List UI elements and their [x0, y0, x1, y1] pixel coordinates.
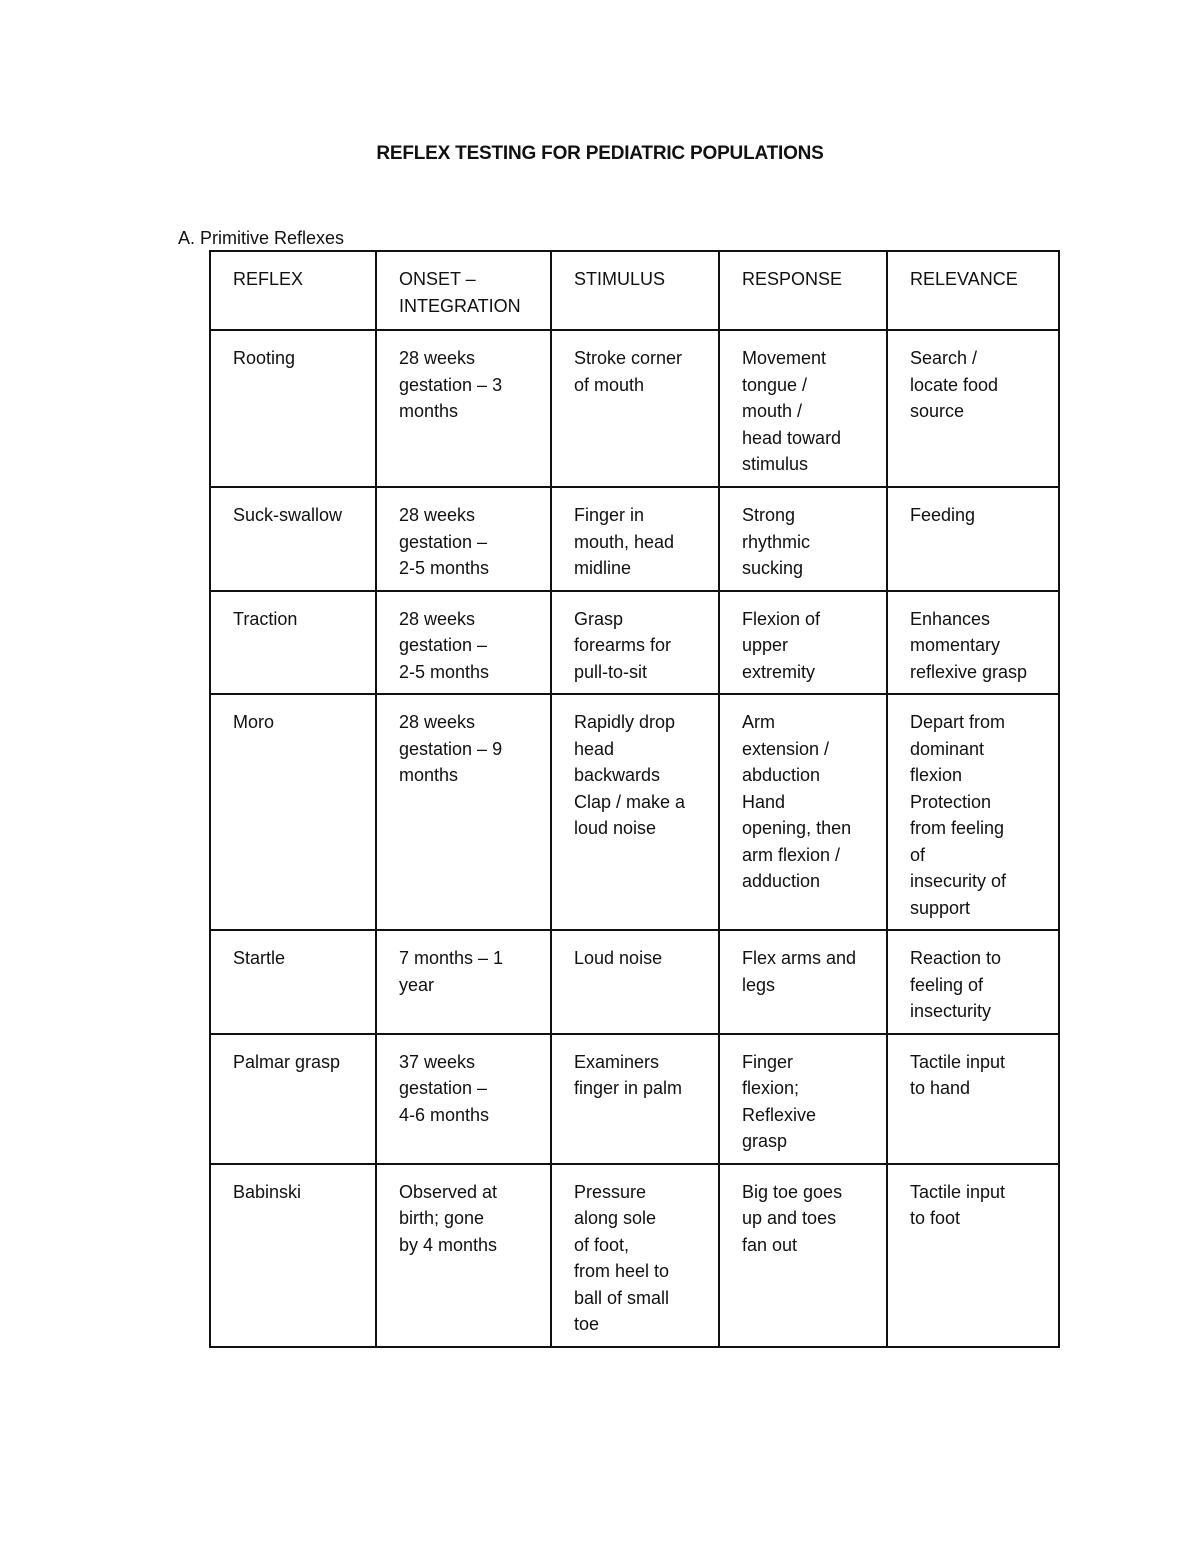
cell-onset: 7 months – 1 year: [376, 930, 551, 1034]
table-row: [210, 1034, 1059, 1164]
cell-reflex: Babinski: [210, 1164, 376, 1347]
table-row: [210, 694, 1059, 930]
table-row: [210, 591, 1059, 695]
cell-onset: Observed at birth; gone by 4 months: [376, 1164, 551, 1347]
cell-response: Finger flexion; Reflexive grasp: [719, 1034, 887, 1164]
cell-stimulus: Stroke corner of mouth: [551, 330, 719, 487]
document-title: REFLEX TESTING FOR PEDIATRIC POPULATIONS: [376, 143, 824, 164]
cell-relevance: Reaction to feeling of insecturity: [887, 930, 1059, 1034]
cell-reflex: Moro: [210, 694, 376, 930]
cell-onset: 28 weeks gestation – 3 months: [376, 330, 551, 487]
cell-reflex: Traction: [210, 591, 376, 695]
cell-relevance: Enhances momentary reflexive grasp: [887, 591, 1059, 695]
cell-stimulus: Grasp forearms for pull-to-sit: [551, 591, 719, 695]
cell-response: Movement tongue / mouth / head toward stimulus: [719, 330, 887, 487]
cell-response: Arm extension / abduction Hand opening, then arm flexion / adduction: [719, 694, 887, 930]
cell-onset: 28 weeks gestation – 2-5 months: [376, 487, 551, 591]
cell-response: Big toe goes up and toes fan out: [719, 1164, 887, 1347]
cell-response: Flex arms and legs: [719, 930, 887, 1034]
cell-reflex: Rooting: [210, 330, 376, 487]
cell-stimulus: Loud noise: [551, 930, 719, 1034]
table-row: [210, 330, 1059, 487]
cell-stimulus: Finger in mouth, head midline: [551, 487, 719, 591]
cell-relevance: Tactile input to foot: [887, 1164, 1059, 1347]
cell-stimulus: Pressure along sole of foot, from heel to ball of small toe: [551, 1164, 719, 1347]
table-header-row: [210, 251, 1059, 330]
cell-onset: 37 weeks gestation – 4-6 months: [376, 1034, 551, 1164]
cell-onset: 28 weeks gestation – 2-5 months: [376, 591, 551, 695]
cell-relevance: Depart from dominant flexion Protection from feeling of insecurity of support: [887, 694, 1059, 930]
cell-onset: 28 weeks gestation – 9 months: [376, 694, 551, 930]
header-relevance: RELEVANCE: [887, 251, 1059, 330]
cell-response: Flexion of upper extremity: [719, 591, 887, 695]
cell-reflex: Palmar grasp: [210, 1034, 376, 1164]
header-onset-integration: ONSET – INTEGRATION: [376, 251, 551, 330]
header-stimulus: STIMULUS: [551, 251, 719, 330]
header-reflex: REFLEX: [210, 251, 376, 330]
cell-response: Strong rhythmic sucking: [719, 487, 887, 591]
cell-reflex: Startle: [210, 930, 376, 1034]
reflex-table: [209, 250, 1060, 1348]
cell-reflex: Suck-swallow: [210, 487, 376, 591]
cell-relevance: Feeding: [887, 487, 1059, 591]
cell-relevance: Tactile input to hand: [887, 1034, 1059, 1164]
table-row: [210, 930, 1059, 1034]
header-response: RESPONSE: [719, 251, 887, 330]
table-row: [210, 1164, 1059, 1347]
section-heading: A. Primitive Reflexes: [178, 228, 345, 248]
cell-stimulus: Examiners finger in palm: [551, 1034, 719, 1164]
cell-stimulus: Rapidly drop head backwards Clap / make a loud noise: [551, 694, 719, 930]
table-row: [210, 487, 1059, 591]
cell-relevance: Search / locate food source: [887, 330, 1059, 487]
